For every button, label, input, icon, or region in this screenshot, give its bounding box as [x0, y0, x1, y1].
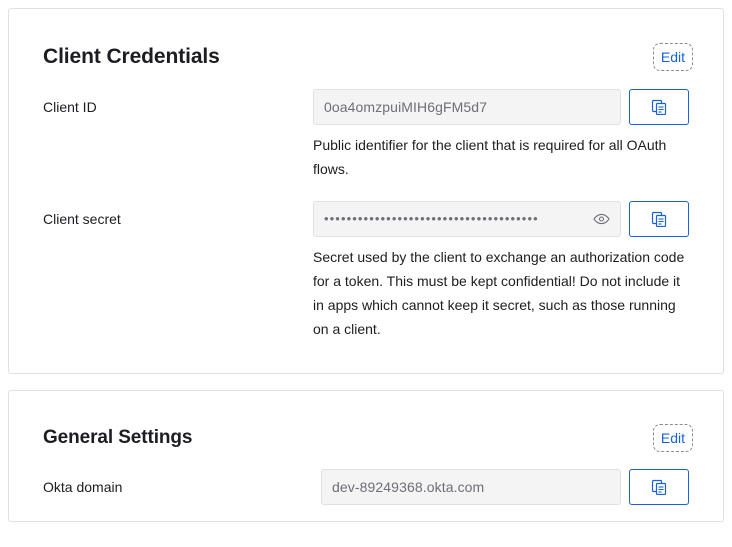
- edit-client-credentials-button[interactable]: Edit: [657, 47, 689, 67]
- page-title: Client Credentials: [43, 45, 220, 68]
- okta-domain-field-line: [321, 469, 689, 505]
- client-id-value: 0oa4omzpuiMIH6gFM5d7: [324, 99, 488, 115]
- client-secret-field-group: [313, 201, 689, 341]
- okta-domain-value: dev-89249368.okta.com: [332, 479, 485, 495]
- client-id-label: Client ID: [43, 99, 97, 115]
- okta-domain-label: Okta domain: [43, 479, 123, 495]
- client-id-input[interactable]: [313, 89, 621, 125]
- copy-icon: [651, 99, 667, 115]
- edit-general-settings-button[interactable]: Edit: [657, 428, 689, 448]
- okta-domain-input[interactable]: [321, 469, 621, 505]
- copy-icon: [651, 479, 667, 495]
- general-settings-header: [43, 391, 689, 469]
- copy-okta-domain-button[interactable]: [629, 469, 689, 505]
- client-id-field-group: [313, 89, 689, 181]
- client-id-field-line: [313, 89, 689, 125]
- client-id-helper-text: Public identifier for the client that is required for all OAuth flows.: [313, 137, 667, 177]
- client-secret-value: ••••••••••••••••••••••••••••••••••••••: [324, 211, 539, 226]
- client-id-row: [43, 89, 689, 187]
- client-secret-row: [43, 201, 689, 347]
- row-spacer: [43, 187, 689, 201]
- card-bottom-spacer: [43, 347, 689, 373]
- client-credentials-header: [43, 9, 689, 89]
- copy-client-secret-button[interactable]: [629, 201, 689, 237]
- client-secret-input[interactable]: [313, 201, 621, 237]
- okta-domain-field-group: [321, 469, 689, 505]
- general-settings-title: General Settings: [43, 427, 193, 448]
- copy-client-id-button[interactable]: [629, 89, 689, 125]
- general-settings-card: [8, 390, 724, 522]
- client-secret-field-line: [313, 201, 689, 237]
- client-secret-helper-text: Secret used by the client to exchange an authorization code for a token. This must be kept confidential! Do not include it in apps which cannot keep it secret, such as those running on a client.: [313, 249, 685, 337]
- client-secret-label: Client secret: [43, 211, 121, 227]
- okta-domain-row: [43, 469, 689, 511]
- client-credentials-card: [8, 8, 724, 374]
- copy-icon: [651, 211, 667, 227]
- eye-icon[interactable]: [592, 210, 610, 228]
